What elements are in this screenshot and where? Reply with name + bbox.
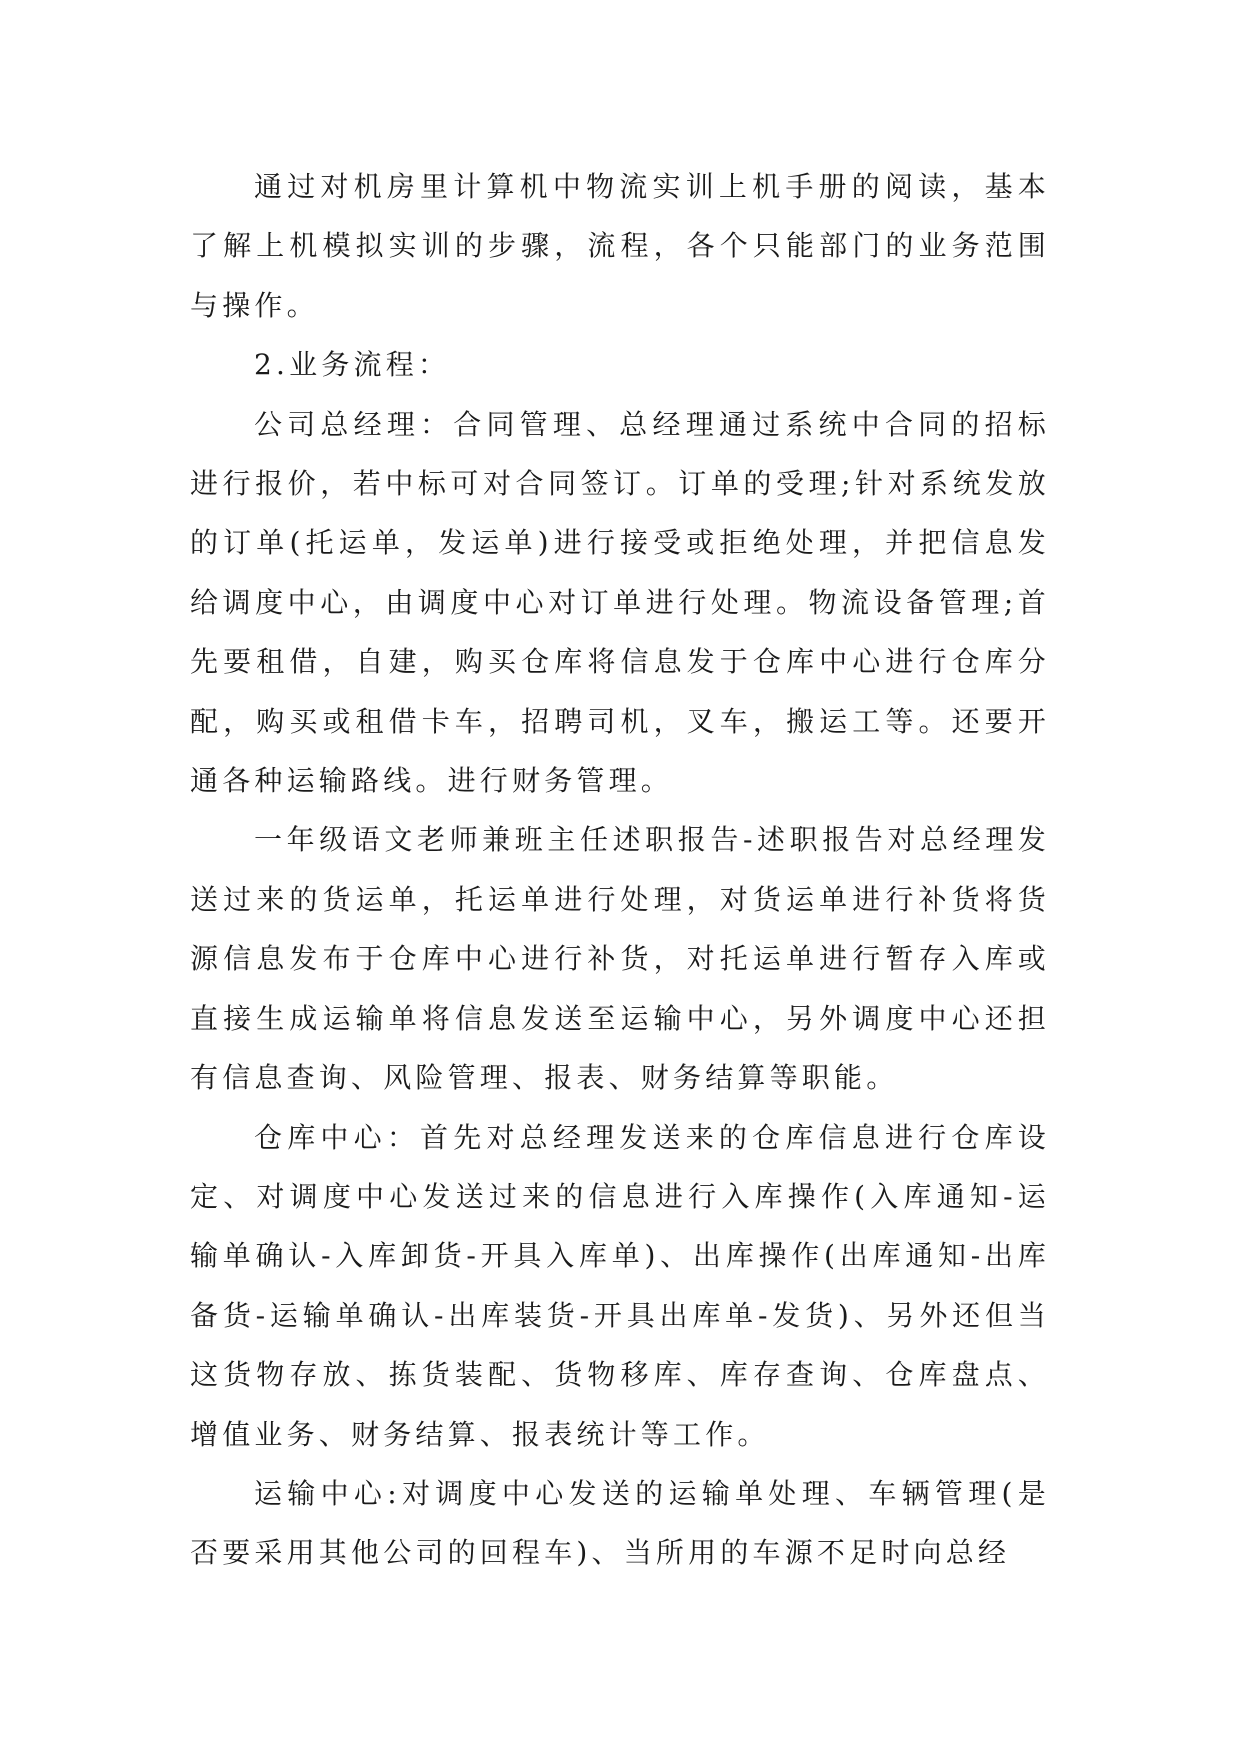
paragraph-warehouse-center: 仓库中心：首先对总经理发送来的仓库信息进行仓库设定、对调度中心发送过来的信息进行入库操作(入库通知-运输单确认-入库卸货-开具入库单)、出库操作(出库通知-出库备货-运输单确认-出库装货-开具出库单-发货)、另外还但当这货物存放、拣货装配、货物移库、库存查询、仓库盘点、增值业务、财务结算、报表统计等工作。 <box>190 1120 1050 1451</box>
document-body <box>190 157 1050 1583</box>
paragraph-section-heading: 2.业务流程： <box>254 348 451 382</box>
paragraph-transport-center: 运输中心:对调度中心发送的运输单处理、车辆管理(是否要采用其他公司的回程车)、当所用的车源不足时向总经 <box>190 1476 1050 1570</box>
paragraph-dispatch-center: 一年级语文老师兼班主任述职报告-述职报告对总经理发送过来的货运单，托运单进行处理，对货运单进行补货将货源信息发布于仓库中心进行补货，对托运单进行暂存入库或直接生成运输单将信息发送至运输中心，另外调度中心还担有信息查询、风险管理、报表、财务结算等职能。 <box>190 823 1050 1095</box>
paragraph-general-manager: 公司总经理：合同管理、总经理通过系统中合同的招标进行报价，若中标可对合同签订。订单的受理;针对系统发放的订单(托运单，发运单)进行接受或拒绝处理，并把信息发给调度中心，由调度中心对订单进行处理。物流设备管理;首先要租借，自建，购买仓库将信息发于仓库中心进行仓库分配，购买或租借卡车，招聘司机，叉车，搬运工等。还要开通各种运输路线。进行财务管理。 <box>190 407 1050 798</box>
paragraph-intro: 通过对机房里计算机中物流实训上机手册的阅读，基本了解上机模拟实训的步骤，流程，各个只能部门的业务范围与操作。 <box>190 170 1050 322</box>
